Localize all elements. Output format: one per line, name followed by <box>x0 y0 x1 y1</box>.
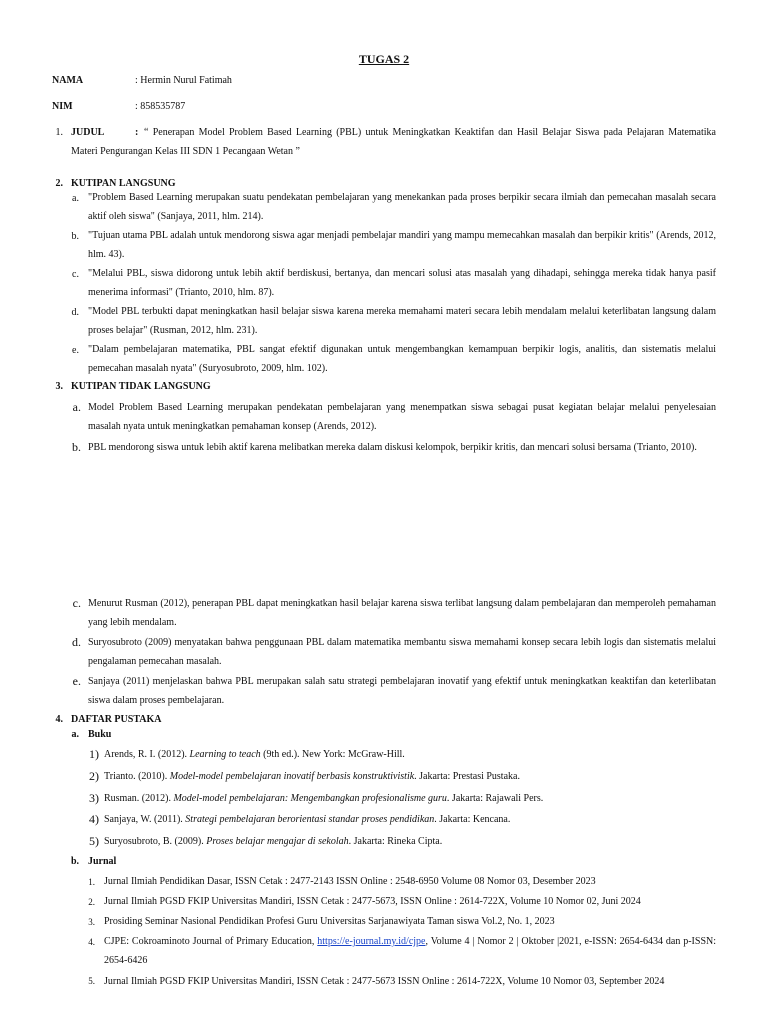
kl-item-b-marker: b. <box>71 231 79 242</box>
buku-item-1-marker: 1) <box>89 747 99 761</box>
buku-item-1-author: Arends, R. I. (2012). <box>104 749 190 760</box>
buku-item-3-author: Rusman. (2012). <box>104 793 174 804</box>
kl-item-a-marker: a. <box>72 193 79 204</box>
buku-item-4-marker: 4) <box>89 812 99 826</box>
jurnal-marker: b. <box>70 856 79 867</box>
buku-item-4-author: Sanjaya, W. (2011). <box>104 814 186 825</box>
ktl-item-a-text: Model Problem Based Learning merupakan pendekatan pembelajaran yang menempatkan siswa sebagai pusat kegiatan belajar melalui penyelesaian masalah nyata untuk meningkatkan pemahaman konsep (Arends, 2012). <box>88 402 716 432</box>
jurnal-heading: Jurnal <box>88 856 117 867</box>
jurnal-item-5-text: Jurnal Ilmiah PGSD FKIP Universitas Mandiri, ISSN Cetak : 2477-5673 ISSN Online : 2614-722X, Volume 10 Nomor 03, September 2024 <box>104 976 665 987</box>
buku-item-5-title: Proses belajar mengajar di sekolah <box>206 836 349 847</box>
kl-item-c-marker: c. <box>72 269 79 280</box>
ktl-item-c-marker: c. <box>72 596 81 610</box>
buku-item-4 <box>104 814 510 825</box>
judul-number: 1. <box>55 127 63 138</box>
buku-item-2-title: Model-model pembelajaran inovatif berbasis konstruktivistik <box>169 771 415 782</box>
buku-item-5-marker: 5) <box>89 834 99 848</box>
section-2-number: 2. <box>55 178 63 189</box>
kl-item-c-text: "Melalui PBL, siswa didorong untuk lebih aktif berdiskusi, bertanya, dan mencari solusi atas masalah yang dihadapi, sehingga mereka tidak hanya pasif menerima informasi" (Trianto, 2010, hlm. 87). <box>88 268 716 298</box>
jurnal-item-4-name: CJPE: Cokroaminoto Journal of Primary Education, <box>104 936 318 947</box>
buku-item-2 <box>104 771 520 782</box>
buku-item-5-publisher: . Jakarta: Rineka Cipta. <box>348 836 443 847</box>
buku-item-2-marker: 2) <box>89 769 99 783</box>
nama-value: : Hermin Nurul Fatimah <box>135 75 232 86</box>
ktl-item-e-text: Sanjaya (2011) menjelaskan bahwa PBL merupakan salah satu strategi pembelajaran inovatif yang efektif untuk meningkatkan keaktifan dan keterlibatan siswa dalam proses pembelajaran. <box>88 676 716 706</box>
judul-label: JUDUL <box>71 127 105 138</box>
kl-item-d-marker: d. <box>71 307 79 318</box>
section-2-heading: KUTIPAN LANGSUNG <box>71 178 176 189</box>
jurnal-item-3-text: Prosiding Seminar Nasional Pendidikan Profesi Guru Universitas Sarjanawiyata Taman siswa Vol.2, No. 1, 2023 <box>104 916 555 927</box>
nama-label: NAMA <box>52 75 84 86</box>
page-title: TUGAS 2 <box>358 52 410 66</box>
buku-item-3-title: Model-model pembelajaran: Mengembangkan profesionalisme guru <box>173 793 447 804</box>
buku-item-2-publisher: . Jakarta: Prestasi Pustaka. <box>414 771 520 782</box>
nim-value: : 858535787 <box>135 101 186 112</box>
jurnal-item-1-marker: 1. <box>88 877 95 887</box>
section-3-heading: KUTIPAN TIDAK LANGSUNG <box>71 381 211 392</box>
buku-item-2-author: Trianto. (2010). <box>104 771 170 782</box>
judul-text: “ Penerapan Model Problem Based Learning (PBL) untuk Meningkatkan Keaktifan dan Hasil Belajar Siswa pada Pelajaran Matematika Materi Pengurangan Kelas III SDN 1 Pecangaan Wetan ” <box>71 127 716 157</box>
jurnal-item-2-marker: 2. <box>88 897 95 907</box>
ktl-item-d-text: Suryosubroto (2009) menyatakan bahwa penggunaan PBL dalam matematika membantu siswa memahami konsep secara lebih logis dan sistematis melalui pengalaman pemecahan masalah. <box>88 637 716 667</box>
buku-item-3 <box>104 793 543 804</box>
kl-item-b-text: "Tujuan utama PBL adalah untuk mendorong siswa agar menjadi pembelajar mandiri yang mampu memecahkan masalah dan berpikir kritis" (Arends, 2012, hlm. 43). <box>88 230 716 260</box>
jurnal-item-4 <box>104 932 716 970</box>
buku-marker: a. <box>71 729 79 740</box>
jurnal-item-4-link[interactable]: https://e-journal.my.id/cjpe <box>317 936 426 947</box>
buku-item-5-author: Suryosubroto, B. (2009). <box>104 836 207 847</box>
ktl-item-b-marker: b. <box>72 440 81 454</box>
buku-item-4-publisher: . Jakarta: Kencana. <box>434 814 511 825</box>
section-3-number: 3. <box>55 381 63 392</box>
buku-item-4-title: Strategi pembelajaran berorientasi standar proses pendidikan <box>185 814 435 825</box>
buku-item-3-publisher: . Jakarta: Rajawali Pers. <box>446 793 544 804</box>
ktl-item-e-marker: e. <box>72 674 81 688</box>
jurnal-item-4-marker: 4. <box>88 937 95 947</box>
judul-colon: : <box>135 127 139 138</box>
jurnal-item-4-details: , Volume 4 | Nomor 2 | Oktober |2021, e-ISSN: 2654-6434 dan p-ISSN: 2654-6426 <box>104 936 717 966</box>
section-4-number: 4. <box>55 714 63 725</box>
kl-item-e-marker: e. <box>72 345 79 356</box>
jurnal-item-3-marker: 3. <box>88 917 95 927</box>
kl-item-e-text: "Dalam pembelajaran matematika, PBL sangat efektif digunakan untuk mengembangkan kemampuan berpikir logis, analitis, dan sistematis melalui pemecahan masalah nyata" (Suryosubroto, 2009, hlm. 102). <box>88 344 716 374</box>
kl-item-d-text: "Model PBL terbukti dapat meningkatkan hasil belajar siswa karena mereka memahami materi secara lebih mendalam melalui keterlibatan langsung dalam proses belajar" (Rusman, 2012, hlm. 231). <box>88 306 716 336</box>
buku-item-1 <box>104 749 405 760</box>
jurnal-item-1-text: Jurnal Ilmiah Pendidikan Dasar, ISSN Cetak : 2477-2143 ISSN Online : 2548-6950 Volume 08 Nomor 03, Desember 2023 <box>104 876 596 887</box>
nim-label: NIM <box>52 101 73 112</box>
buku-item-1-publisher: (9th ed.). New York: McGraw-Hill. <box>260 749 405 760</box>
buku-item-1-title: Learning to teach <box>189 749 261 760</box>
section-4-heading: DAFTAR PUSTAKA <box>71 714 162 725</box>
jurnal-item-5-marker: 5. <box>88 976 95 986</box>
buku-item-5 <box>104 836 442 847</box>
ktl-item-a-marker: a. <box>72 400 81 414</box>
buku-heading: Buku <box>88 729 112 740</box>
ktl-item-c-text: Menurut Rusman (2012), penerapan PBL dapat meningkatkan hasil belajar karena siswa terlibat langsung dalam pembelajaran dan memperoleh pemahaman yang lebih mendalam. <box>88 598 716 628</box>
ktl-item-d-marker: d. <box>72 635 81 649</box>
jurnal-item-2-text: Jurnal Ilmiah PGSD FKIP Universitas Mandiri, ISSN Cetak : 2477-5673, ISSN Online : 2614-722X, Volume 10 Nomor 02, Juni 2024 <box>104 896 641 907</box>
buku-item-3-marker: 3) <box>89 791 99 805</box>
ktl-item-b-text: PBL mendorong siswa untuk lebih aktif karena melibatkan mereka dalam diskusi kelompok, berpikir kritis, dan mencari solusi bersama (Trianto, 2010). <box>88 442 697 453</box>
kl-item-a-text: "Problem Based Learning merupakan suatu pendekatan pembelajaran yang menekankan pada proses berpikir secara ilmiah dan pemecahan masalah secara aktif oleh siswa" (Sanjaya, 2011, hlm. 214). <box>88 192 716 222</box>
